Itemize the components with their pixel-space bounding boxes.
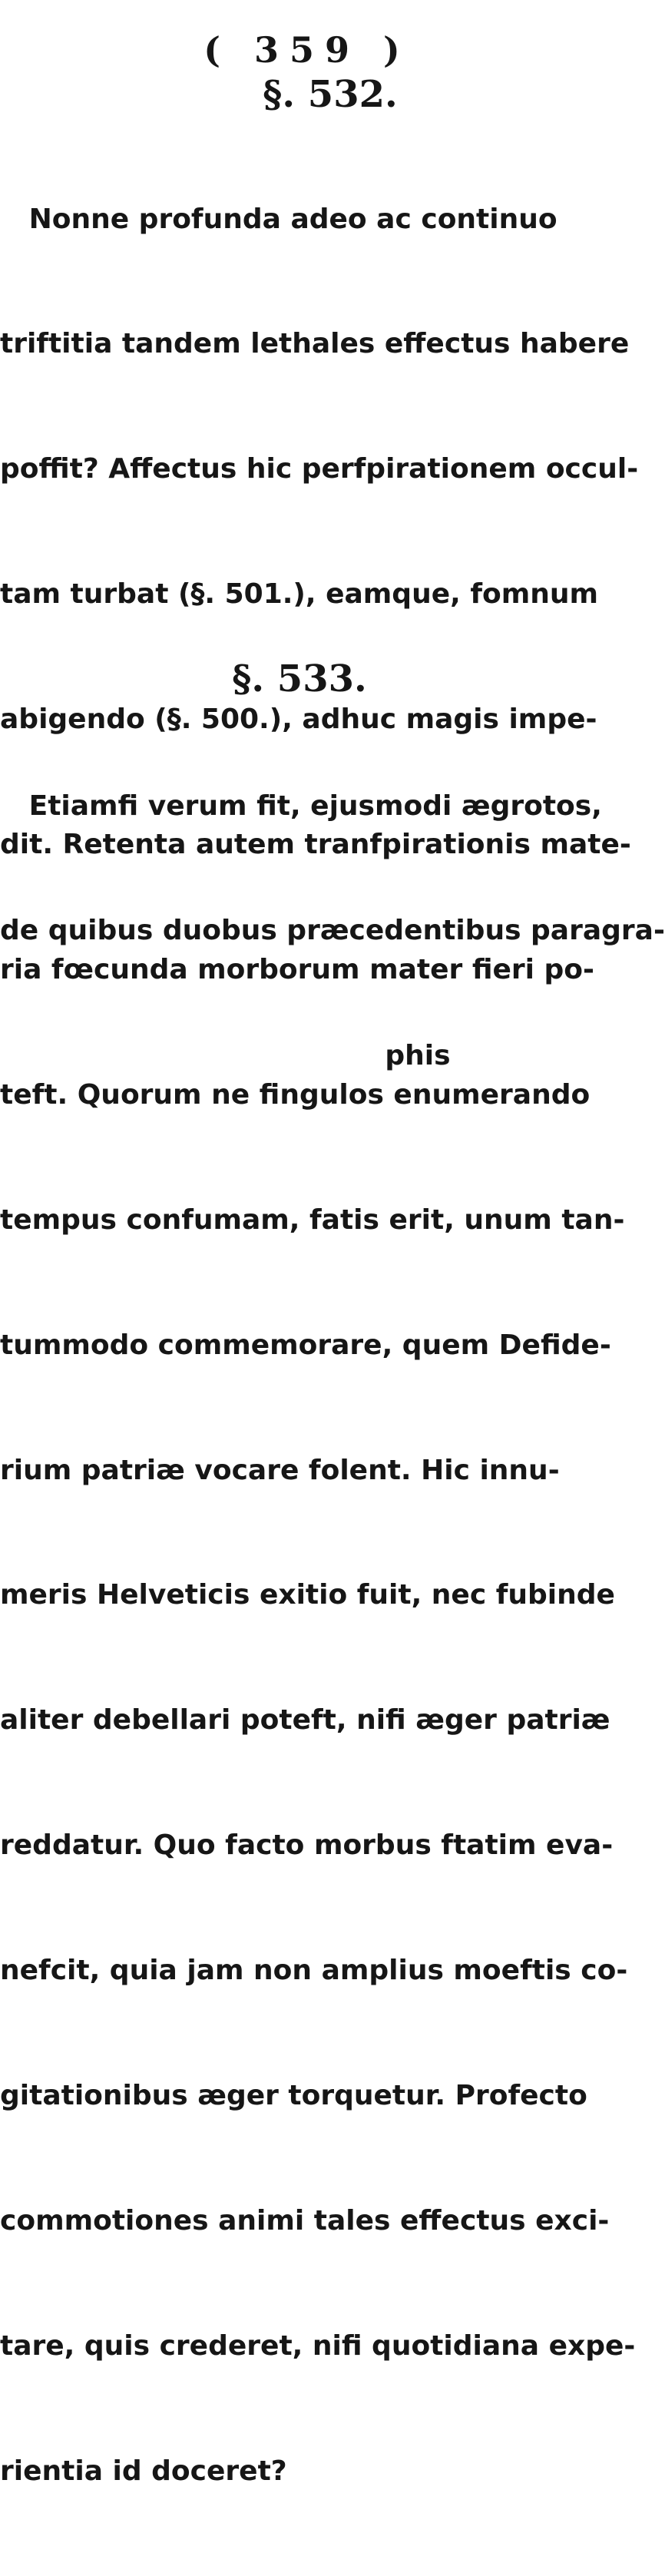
text-line: aliter debellari poteft, nifi æger patriæ [0,1704,610,1737]
text-line: rium patriæ vocare folent. Hic innu- [0,1454,560,1486]
text-line: ria fœcunda morborum mater fieri po- [0,953,594,985]
text-line: meris Helveticis exitio fuit, nec fubinde [0,1579,615,1611]
text-line: reddatur. Quo facto morbus ftatim eva- [0,1829,614,1862]
text-line: Nonne profunda adeo ac continuo [0,203,557,235]
section-heading-532: §. 532. [263,73,398,116]
text-line: commotiones animi tales effectus exci- [0,2204,610,2237]
text-line: abigendo (§. 500.), adhuc magis impe- [0,704,597,736]
page-number: ( 359 ) [203,29,411,71]
text-line: de quibus duobus præcedentibus paragra- [0,915,665,947]
text-line: gitationibus æger torquetur. Profecto [0,2079,587,2111]
text-line: nefcit, quia jam non amplius moeftis co- [0,1955,628,1987]
text-line: triftitia tandem lethales effectus habere [0,328,630,360]
section-532-text [0,115,665,2576]
text-line: tare, quis crederet, nifi quotidiana expe- [0,2329,636,2362]
text-line: tam turbat (§. 501.), eamque, fomnum [0,578,599,611]
text-line: Etiamfi verum fit, ejusmodi ægrotos, [0,790,602,822]
section-533-text [0,702,665,1161]
section-heading-533: §. 533. [232,657,367,700]
text-line: tummodo commemorare, quem Defide- [0,1329,611,1361]
text-line: dit. Retenta autem tranfpirationis mate- [0,829,631,861]
text-line: rientia id doceret? [0,2455,287,2487]
text-line: teft. Quorum ne fingulos enumerando [0,1078,591,1111]
text-line: tempus confumam, fatis erit, unum tan- [0,1204,625,1236]
catchword: phis [0,1040,451,1072]
text-line: poffit? Affectus hic perfpirationem occul- [0,453,639,485]
